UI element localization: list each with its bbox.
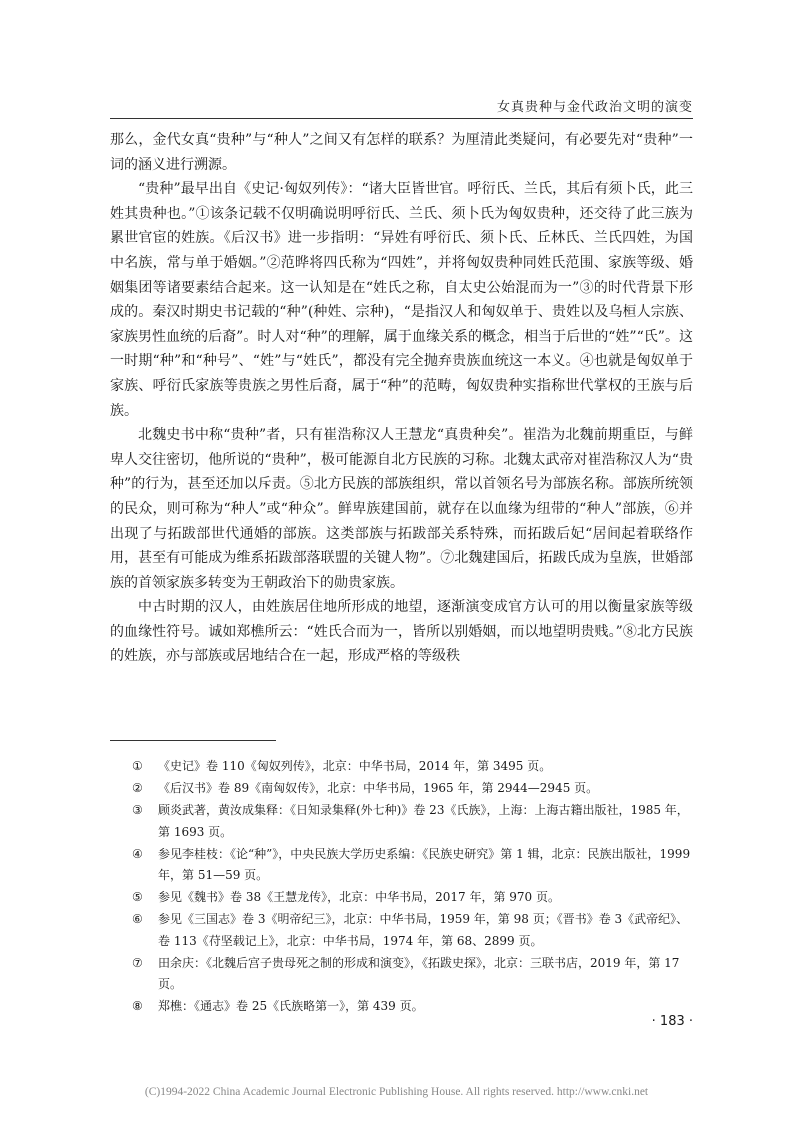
footnote-text: 参见《魏书》卷 38《王慧龙传》，北京：中华书局，2017 年，第 970 页。 xyxy=(158,890,560,904)
footnote xyxy=(132,953,693,996)
paragraph: 那么，金代女真“贵种”与“种人”之间又有怎样的联系？为厘清此类疑问，有必要先对“贵种”一词的涵义进行溯源。 xyxy=(110,132,693,173)
footnote-marker: ① xyxy=(132,759,143,773)
footnote-text: 顾炎武著，黄汝成集释：《日知录集释(外七种)》卷 23《氏族》，上海：上海古籍出版社，1985 年，第 1693 页。 xyxy=(158,803,689,839)
paragraph: 中古时期的汉人，由姓族居住地所形成的地望，逐渐演变成官方认可的用以衡量家族等级的血缘性符号。诚如郑樵所云：“姓氏合而为一，皆所以别婚姻，而以地望明贵贱。”⑧北方民族的姓族，亦与部族或居地结合在一起，形成严格的等级秩 xyxy=(110,599,693,665)
footnote xyxy=(132,778,693,800)
footnote-marker: ④ xyxy=(132,846,143,861)
paragraph: 北魏史书中称“贵种”者，只有崔浩称汉人王慧龙“真贵种矣”。崔浩为北魏前期重臣，与鲜卑人交往密切，他所说的“贵种”，极可能源自北方民族的习称。北魏太武帝对崔浩称汉人为“贵种”的行为，甚至还加以斥责。⑤北方民族的部族组织，常以首领名号为部族名称。部族所统领的民众，则可称为“种人”或“种众”。鲜卑族建国前，就存在以血缘为纽带的“种人”部族，⑥并出现了与拓跋部世代通婚的部族。这类部族与拓跋部关系特殊，而拓跋后妃“居间起着联络作用，甚至有可能成为维系拓跋部落联盟的关键人物”。⑦北魏建国后，拓跋氏成为皇族，世婚部族的首领家族多转变为王朝政治下的勋贵家族。 xyxy=(110,427,693,591)
running-header: 女真贵种与金代政治文明的演变 xyxy=(496,100,693,115)
footnote-text: 田余庆：《北魏后宫子贵母死之制的形成和演变》，《拓跋史探》，北京：三联书店，2019 年，第 17 页。 xyxy=(158,955,680,991)
page-number: · 183 · xyxy=(651,1014,693,1029)
footnote-marker: ⑧ xyxy=(132,999,143,1013)
footnote-text: 《史记》卷 110《匈奴列传》，北京：中华书局，2014 年，第 3495 页。 xyxy=(158,759,552,773)
header-divider xyxy=(110,118,693,119)
footnote xyxy=(132,887,693,909)
footnote-marker: ⑤ xyxy=(132,890,143,904)
footnote-text: 《后汉书》卷 89《南匈奴传》，北京：中华书局，1965 年，第 2944—2945 页。 xyxy=(158,781,599,795)
footnote xyxy=(132,800,693,843)
copyright-watermark: (C)1994-2022 China Academic Journal Electronic Publishing House. All rights reserved. http://www.cnki.net xyxy=(144,1086,649,1098)
footnote-list xyxy=(132,756,693,1018)
footnote-marker: ⑥ xyxy=(132,912,143,926)
footnote-text: 参见《三国志》卷 3《明帝纪三》，北京：中华书局，1959 年，第 98 页；《晋书》卷 3《武帝纪》、卷 113《苻坚载记上》，北京：中华书局，1974 年，第 68、2899 页。 xyxy=(158,912,689,948)
footnote-text: 参见李桂枝：《论“种”》，中央民族大学历史系编：《民族史研究》第 1 辑，北京：民族出版社，1999 年，第 51—59 页。 xyxy=(158,846,691,882)
paragraph: “贵种”最早出自《史记·匈奴列传》：“诸大臣皆世官。呼衍氏、兰氏，其后有须卜氏，此三姓其贵种也。”①该条记载不仅明确说明呼衍氏、兰氏、须卜氏为匈奴贵种，还交待了此三族为累世官宦的姓族。《后汉书》进一步指明：“异姓有呼衍氏、须卜氏、丘林氏、兰氏四姓，为国中名族，常与单于婚姻。”②范晔将四氏称为“四姓”，并将匈奴贵种同姓氏范围、家族等级、婚姻集团等诸要素结合起来。这一认知是在“姓氏之称，自太史公始混而为一”③的时代背景下形成的。秦汉时期史书记载的“种”(种姓、宗种)，“是指汉人和匈奴单于、贵姓以及乌桓人宗族、家族男性血统的后裔”。时人对“种”的理解，属于血缘关系的概念，相当于后世的“姓”“氏”。这一时期“种”和“种号”、“姓”与“姓氏”，都没有完全抛弃贵族血统这一本义。④也就是匈奴单于家族、呼衍氏家族等贵族之男性后裔，属于“种”的范畴，匈奴贵种实指称世代掌权的王族与后族。 xyxy=(110,181,693,419)
footnote-divider xyxy=(110,740,276,741)
footnote-marker: ③ xyxy=(132,803,143,817)
footnote-text: 郑樵：《通志》卷 25《氏族略第一》，第 439 页。 xyxy=(158,999,424,1013)
footnote xyxy=(132,909,693,952)
footnote xyxy=(132,844,693,887)
footnote-marker: ② xyxy=(132,781,143,795)
footnote xyxy=(132,756,693,778)
body-text xyxy=(110,128,693,669)
footnote-marker: ⑦ xyxy=(132,955,143,970)
